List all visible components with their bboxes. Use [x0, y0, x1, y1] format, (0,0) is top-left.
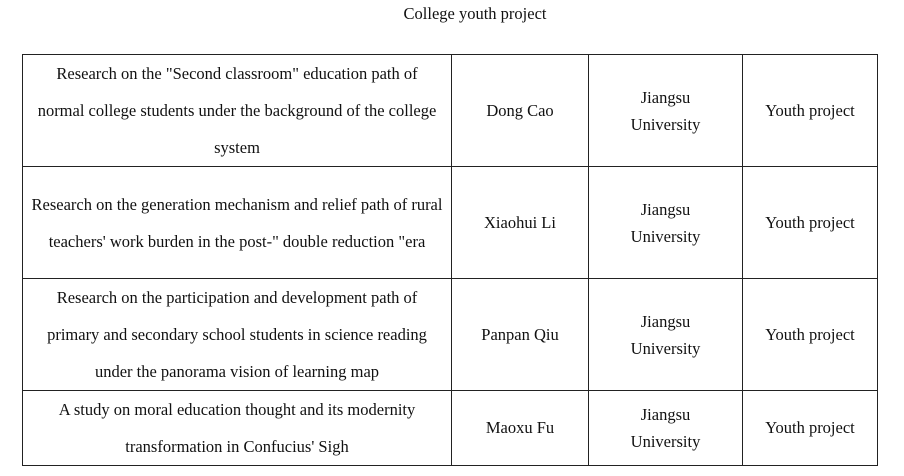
university-cell — [589, 279, 743, 391]
researcher-name-cell: Panpan Qiu — [452, 279, 589, 391]
table-row — [23, 55, 878, 167]
table-caption: College youth project — [403, 4, 547, 23]
university-line: University — [630, 114, 701, 134]
project-title-cell: A study on moral education thought and its modernity transformation in Confucius' Sigh — [23, 391, 452, 466]
university-line: University — [630, 432, 701, 451]
project-category-cell: Youth project — [743, 167, 878, 279]
researcher-name-cell: Maoxu Fu — [452, 391, 589, 466]
project-title-cell: Research on the "Second classroom" education path of normal college students under the background of the college system — [23, 55, 452, 167]
researcher-name-cell: Dong Cao — [452, 55, 589, 167]
project-title-cell: Research on the participation and development path of primary and secondary school students in science reading under the panorama vision of learning map — [23, 279, 452, 391]
university-line: Jiangsu — [640, 87, 691, 107]
university-cell — [589, 55, 743, 167]
university-cell — [589, 167, 743, 279]
project-category-cell: Youth project — [743, 279, 878, 391]
project-title-cell: Research on the generation mechanism and relief path of rural teachers' work burden in the post-" double reduction "era — [23, 167, 452, 279]
university-line: University — [630, 338, 701, 358]
university-line: Jiangsu — [640, 199, 691, 219]
researcher-name-cell: Xiaohui Li — [452, 167, 589, 279]
table-row — [23, 279, 878, 391]
project-category-cell: Youth project — [743, 391, 878, 466]
university-line: University — [630, 226, 701, 246]
project-category-cell: Youth project — [743, 55, 878, 167]
university-cell — [589, 391, 743, 466]
table-row — [23, 167, 878, 279]
university-line: Jiangsu — [640, 311, 691, 331]
university-line: Jiangsu — [640, 405, 691, 424]
projects-table — [22, 54, 878, 466]
table-row — [23, 391, 878, 466]
